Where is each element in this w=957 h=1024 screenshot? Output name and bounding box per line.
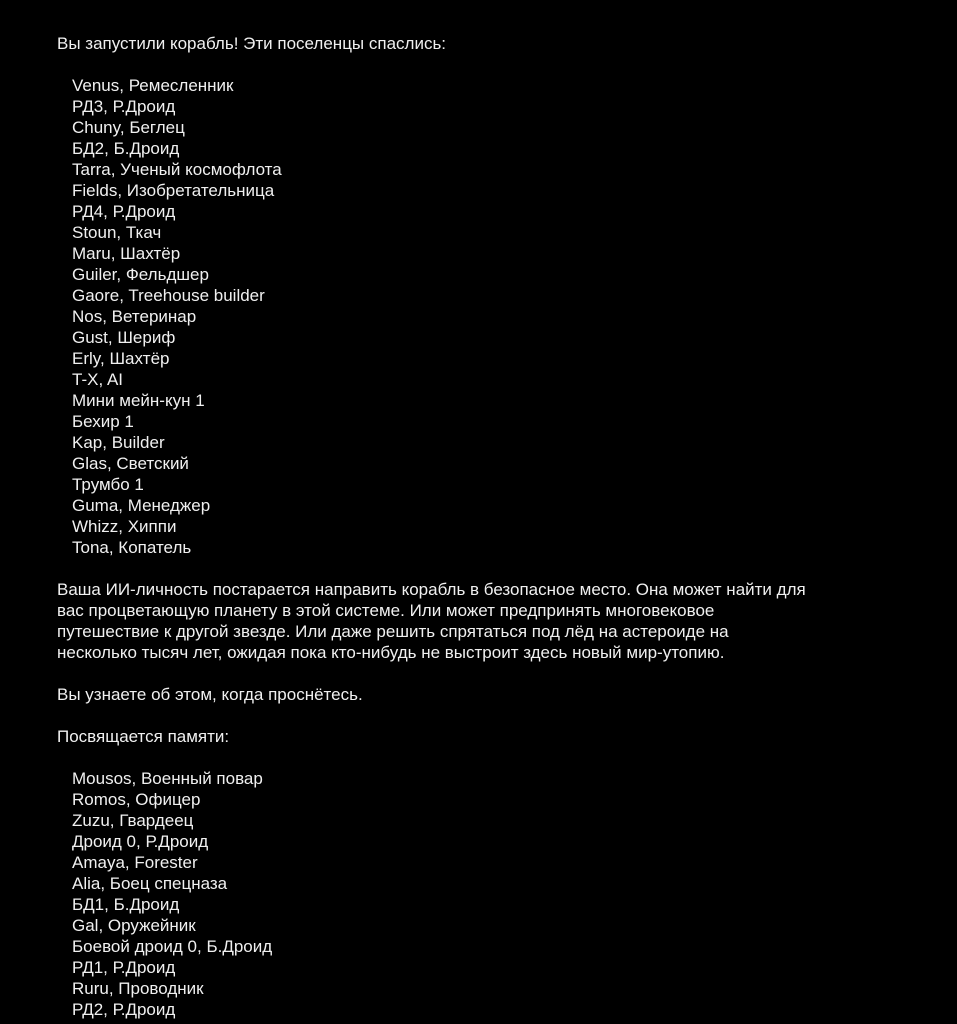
ai-paragraph-line: вас процветающую планету в этой системе. Или может предпринять многовековое <box>57 601 715 620</box>
survivor-item: Maru, Шахтёр <box>72 244 181 263</box>
fallen-item: Romos, Офицер <box>72 790 201 809</box>
survivor-item: Nos, Ветеринар <box>72 307 197 326</box>
survivor-item: Tona, Копатель <box>72 538 192 557</box>
survivor-item: Glas, Светский <box>72 454 189 473</box>
ai-paragraph-line: путешествие к другой звезде. Или даже решить спрятаться под лёд на астероиде на <box>57 622 729 641</box>
fallen-item: Ruru, Проводник <box>72 979 204 998</box>
spacer <box>57 663 917 684</box>
wake-text: Вы узнаете об этом, когда проснётесь. <box>57 685 363 704</box>
fallen-item: РД2, Р.Дроид <box>72 1000 176 1019</box>
survivors-list <box>57 75 917 558</box>
survivor-item: РД4, Р.Дроид <box>72 202 176 221</box>
survivor-item: Chuny, Беглец <box>72 118 185 137</box>
ending-text <box>57 33 917 1020</box>
spacer <box>57 747 917 768</box>
fallen-item: Дроид 0, Р.Дроид <box>72 832 209 851</box>
fallen-item: Amaya, Forester <box>72 853 198 872</box>
fallen-item: Mousos, Военный повар <box>72 769 263 788</box>
fallen-item: Gal, Оружейник <box>72 916 196 935</box>
ai-paragraph-line: Ваша ИИ-личность постарается направить корабль в безопасное место. Она может найти для <box>57 580 806 599</box>
survivor-item: Kap, Builder <box>72 433 165 452</box>
memorial-heading: Посвящается памяти: <box>57 727 230 746</box>
survivor-item: Venus, Ремесленник <box>72 76 234 95</box>
fallen-item: Zuzu, Гвардеец <box>72 811 194 830</box>
survivor-item: T-X, AI <box>72 370 124 389</box>
survivor-item: Gaore, Treehouse builder <box>72 286 265 305</box>
spacer <box>57 705 917 726</box>
survivor-item: Мини мейн-кун 1 <box>72 391 205 410</box>
survivor-item: Трумбо 1 <box>72 475 144 494</box>
survivor-item: Бехир 1 <box>72 412 134 431</box>
spacer <box>57 54 917 75</box>
survivor-item: Fields, Изобретательница <box>72 181 275 200</box>
survivor-item: Erly, Шахтёр <box>72 349 170 368</box>
fallen-item: БД1, Б.Дроид <box>72 895 180 914</box>
spacer <box>57 558 917 579</box>
fallen-item: РД1, Р.Дроид <box>72 958 176 977</box>
survivor-item: Whizz, Хиппи <box>72 517 177 536</box>
survivor-item: Stoun, Ткач <box>72 223 162 242</box>
survivor-item: Guiler, Фельдшер <box>72 265 209 284</box>
survivor-item: Guma, Менеджер <box>72 496 211 515</box>
fallen-item: Боевой дроид 0, Б.Дроид <box>72 937 273 956</box>
ai-paragraph <box>57 579 917 663</box>
survivor-item: Tarra, Ученый космофлота <box>72 160 282 179</box>
fallen-list <box>57 768 917 1020</box>
survivor-item: Gust, Шериф <box>72 328 176 347</box>
survivor-item: БД2, Б.Дроид <box>72 139 180 158</box>
survivor-item: РД3, Р.Дроид <box>72 97 176 116</box>
intro-text: Вы запустили корабль! Эти поселенцы спаслись: <box>57 34 447 53</box>
fallen-item: Alia, Боец спецназа <box>72 874 228 893</box>
ai-paragraph-line: несколько тысяч лет, ожидая пока кто-нибудь не выстроит здесь новый мир-утопию. <box>57 643 725 662</box>
